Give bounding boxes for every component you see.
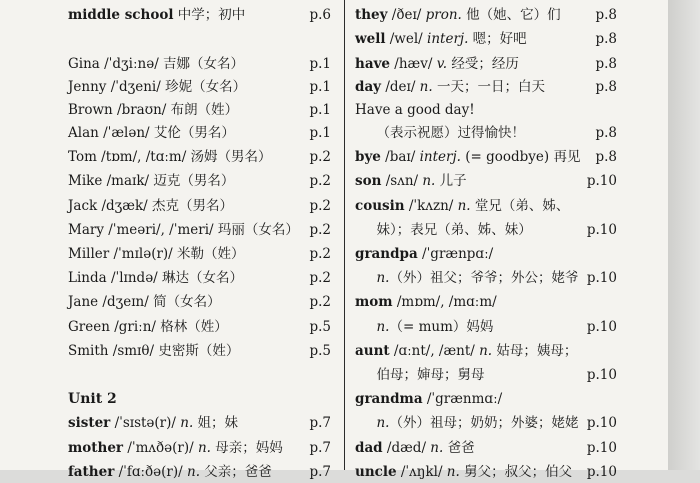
vocab-row [355, 437, 617, 459]
vocab-entry: （表示祝愿）过得愉快！ [355, 125, 525, 141]
vocab-row [355, 146, 617, 168]
vocab-row [68, 99, 336, 121]
vocab-row [355, 170, 617, 192]
vocab-entry: Gina /ˈdʒiːnə/ 吉娜（女名） [68, 56, 245, 72]
page-reference: p.1 [309, 125, 331, 141]
page-reference: p.7 [309, 464, 331, 480]
page-reference: p.10 [586, 464, 617, 480]
vocab-entry: Miller /ˈmɪlə(r)/ 米勒（姓） [68, 246, 245, 262]
vocab-entry: Linda /ˈlɪndə/ 琳达（女名） [68, 270, 244, 286]
vocab-entry: n.（外）祖父；爷爷；外公；姥爷 [376, 270, 579, 286]
vocab-row [68, 195, 336, 217]
page-reference: p.8 [595, 125, 617, 141]
vocab-entry: 妹）；表兄（弟、姊、妹） [355, 222, 532, 238]
vocab-entry: Smith /smɪθ/ 史密斯（姓） [68, 343, 240, 359]
page-reference: p.8 [595, 79, 617, 95]
vocab-row [68, 170, 336, 192]
vocab-entry: cousin /ˈkʌzn/ n. 堂兄（弟、姊、 [355, 198, 570, 214]
page-reference: p.10 [586, 319, 617, 335]
vocab-entry: bye /baɪ/ interj. (= goodbye) 再见 [355, 149, 581, 165]
page-reference: p.2 [309, 222, 331, 238]
vocab-entry: well /wel/ interj. 嗯；好吧 [355, 31, 527, 47]
page-reference: p.8 [595, 7, 617, 23]
vocab-row [68, 146, 336, 168]
page-reference: p.8 [595, 149, 617, 165]
page-reference: p.2 [309, 149, 331, 165]
vocab-entry: n.（外）祖母；奶奶；外婆；姥姥 [376, 415, 579, 431]
vocab-row [355, 122, 617, 144]
page-reference: p.7 [309, 440, 331, 456]
vocab-entry: dad /dæd/ n. 爸爸 [355, 440, 475, 456]
vocab-entry: have /hæv/ v. 经受；经历 [355, 56, 519, 72]
page-reference: p.10 [586, 440, 617, 456]
vocab-row [355, 316, 617, 338]
vocab-entry: father /ˈfɑːðə(r)/ n. 父亲；爸爸 [68, 464, 272, 480]
vocab-row [355, 412, 617, 434]
vocab-entry: Jenny /ˈdʒeni/ 珍妮（女名） [68, 79, 247, 95]
page-reference: p.1 [309, 56, 331, 72]
page-reference: p.7 [309, 415, 331, 431]
vocab-row [68, 316, 336, 338]
vocab-row [68, 122, 336, 144]
vocab-entry: sister /ˈsɪstə(r)/ n. 姐；妹 [68, 415, 239, 431]
page-edge [668, 0, 700, 470]
vocab-entry: Unit 2 [68, 391, 117, 407]
vocab-entry: 伯母；婶母；舅母 [355, 367, 485, 383]
page-reference: p.1 [309, 102, 331, 118]
vocab-row [68, 437, 336, 459]
vocab-entry: mother /ˈmʌðə(r)/ n. 母亲；妈妈 [68, 440, 283, 456]
vocab-row [68, 461, 336, 483]
page-reference: p.6 [309, 7, 331, 23]
vocab-row [68, 388, 336, 410]
vocab-row [355, 99, 617, 121]
page-reference: p.10 [586, 222, 617, 238]
vocab-row [355, 76, 617, 98]
vocab-row [355, 4, 617, 26]
vocab-row [68, 76, 336, 98]
column-divider [344, 0, 345, 470]
vocab-row [68, 219, 336, 241]
vocab-row [68, 412, 336, 434]
page-reference: p.2 [309, 173, 331, 189]
vocab-entry: mom /mɒm/, /mɑːm/ [355, 294, 497, 310]
vocab-row [355, 340, 617, 362]
vocab-entry: Alan /ˈælən/ 艾伦（男名） [68, 125, 235, 141]
page-reference: p.2 [309, 198, 331, 214]
page-reference: p.5 [309, 319, 331, 335]
vocab-row [355, 219, 617, 241]
vocab-entry: Tom /tɒm/, /tɑːm/ 汤姆（男名） [68, 149, 272, 165]
page-reference: p.10 [586, 367, 617, 383]
page-reference: p.8 [595, 56, 617, 72]
vocab-entry: Jane /dʒeɪn/ 简（女名） [68, 294, 221, 310]
vocab-entry: Brown /braʊn/ 布朗（姓） [68, 102, 239, 118]
vocab-row [355, 267, 617, 289]
vocab-row [68, 243, 336, 265]
page-reference: p.10 [586, 173, 617, 189]
vocab-row [68, 53, 336, 75]
vocab-row [68, 291, 336, 313]
vocab-row [355, 388, 617, 410]
vocab-entry: Mary /ˈmeəri/, /ˈmeri/ 玛丽（女名） [68, 222, 299, 238]
vocab-row [68, 340, 336, 362]
vocab-row [355, 195, 617, 217]
page-reference: p.2 [309, 270, 331, 286]
vocab-entry: Green /griːn/ 格林（姓） [68, 319, 228, 335]
vocab-entry: grandpa /ˈgrænpɑː/ [355, 246, 494, 262]
vocab-entry: Have a good day! [355, 102, 475, 118]
vocab-row [355, 243, 617, 265]
vocab-row [355, 28, 617, 50]
page-reference: p.5 [309, 343, 331, 359]
vocab-row [355, 461, 617, 483]
vocab-entry: middle school 中学；初中 [68, 7, 246, 23]
vocab-row [355, 291, 617, 313]
vocab-entry: day /deɪ/ n. 一天；一日；白天 [355, 79, 545, 95]
vocab-row [68, 267, 336, 289]
vocab-entry: Mike /maɪk/ 迈克（男名） [68, 173, 235, 189]
vocab-entry: son /sʌn/ n. 儿子 [355, 173, 467, 189]
vocab-row [68, 4, 336, 26]
vocab-row [355, 364, 617, 386]
vocab-entry: uncle /ˈʌŋkl/ n. 舅父；叔父；伯父 [355, 464, 573, 480]
page-reference: p.10 [586, 415, 617, 431]
page-reference: p.10 [586, 270, 617, 286]
vocab-entry: grandma /ˈgrænmɑː/ [355, 391, 503, 407]
vocab-entry: n.（= mum）妈妈 [376, 319, 494, 335]
page-reference: p.2 [309, 294, 331, 310]
page-reference: p.8 [595, 31, 617, 47]
vocab-entry: Jack /dʒæk/ 杰克（男名） [68, 198, 234, 214]
page-reference: p.1 [309, 79, 331, 95]
vocab-entry: they /ðeɪ/ pron. 他（她、它）们 [355, 7, 561, 23]
vocab-entry: aunt /ɑːnt/, /ænt/ n. 姑母；姨母； [355, 343, 578, 359]
page-reference: p.2 [309, 246, 331, 262]
vocab-row [355, 53, 617, 75]
